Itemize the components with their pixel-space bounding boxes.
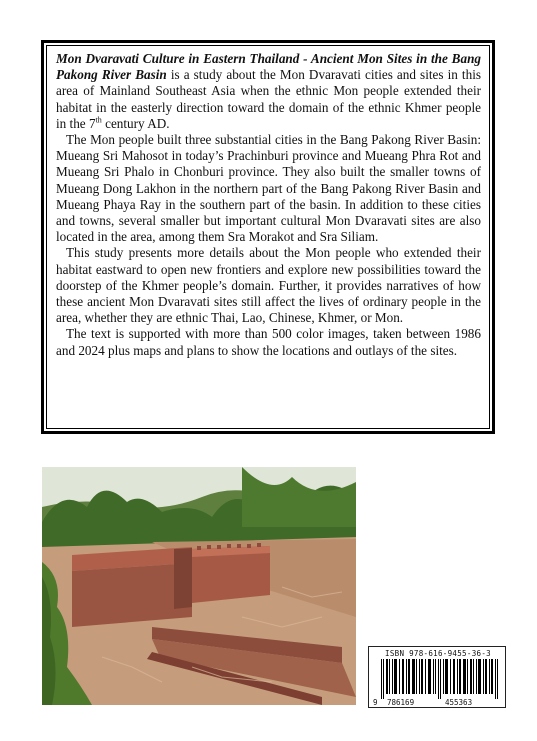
blurb-p1-sup: th xyxy=(95,115,102,125)
barcode-digit-group-1: 786169 xyxy=(387,698,415,707)
blurb-paragraph-4: The text is supported with more than 500 color images, taken between 1986 and 2024 plus maps and plans to show the locations and outlays of the sites. xyxy=(56,326,481,358)
isbn-label: ISBN 978-616-9455-36-3 xyxy=(385,649,491,658)
blurb-paragraph-2: The Mon people built three substantial cities in the Bang Pakong River Basin: Mueang Sri Mahosot in today’s Prachinburi province and Mueang Phra Rot and Mueang Sri Phalo in Chonburi province. They also built the smaller towns of Mueang Dong Lakhon in the northern part of the Bang Pakong River Basin and Mueang Phaya Ray in the southern part of the basin. In addition to these cities and towns, several smaller but important cultural Mon Dvaravati sites are also located in the area, among them Sra Morakot and Sra Siliam. xyxy=(56,132,481,245)
book-title: Mon Dvaravati Culture in Eastern Thailand - Ancient Mon Sites in the Bang Pakong River Basin xyxy=(56,51,481,83)
barcode-digit-group-2: 455363 xyxy=(445,698,473,707)
ruins-photo xyxy=(42,467,356,705)
blurb-paragraph-3: This study presents more details about the Mon people who extended their habitat eastward to open new frontiers and explore new possibilities toward the doorstep of the Khmer people’s domain. Further, it provides narratives of how these ancient Mon Dvaravati sites still affect the lives of ordinary people in the area, whether they are ethnic Thai, Lao, Chinese, Khmer, or Mon. xyxy=(56,245,481,326)
barcode-digit-lead: 9 xyxy=(373,698,378,707)
blurb-p1-text: is a study about the Mon Dvaravati cities and sites in this area of Mainland Southeast Asia when the ethnic Mon people extended their habitat in the easterly direction toward the domain of the ethnic Khmer people in the 7 xyxy=(56,67,481,131)
blurb-paragraph-1 xyxy=(56,51,481,132)
barcode-bars xyxy=(381,659,499,699)
back-cover-blurb xyxy=(41,40,495,434)
blurb-p1-end: century AD. xyxy=(101,115,170,131)
isbn-barcode xyxy=(368,646,506,708)
